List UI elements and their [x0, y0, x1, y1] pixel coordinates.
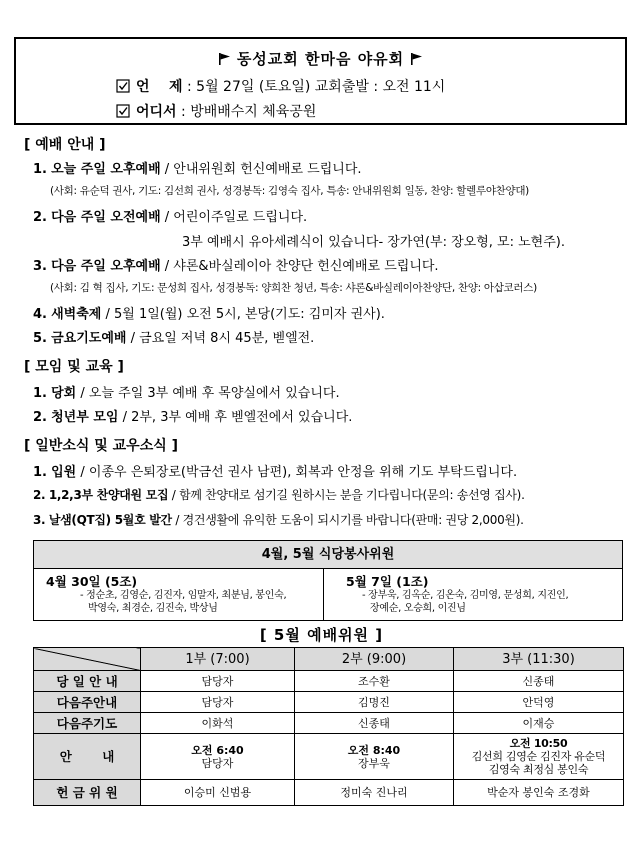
news-item-1: 1. 입원 / 이종우 은퇴장로(박금선 권사 남편), 회복과 안정을 위해 기도 부탁드립니다. [33, 465, 518, 480]
column-header: 3부 (11:30) [454, 648, 624, 671]
flag-icon [218, 52, 231, 65]
ballot-box-check-icon [116, 104, 130, 118]
worship-note-1: (사회: 유순덕 권사, 기도: 김선희 권사, 성경봉독: 김영숙 집사, 특송: 안내위원회 일동, 찬양: 할렐루야찬양대) [50, 185, 529, 197]
worship-note-2: 3부 예배시 유아세례식이 있습니다- 장가연(부: 장오형, 모: 노현주). [182, 235, 566, 250]
worship-staff-table [33, 647, 624, 806]
when-value: : 5월 27일 (토요일) 교회출발 : 오전 11시 [187, 79, 446, 95]
when-label: 언 제 [136, 79, 183, 95]
table-row: 안 내 오전 6:40 담당자 오전 8:40 장부욱 오전 10:50 김선희 김영순 김진자 유순덕 김영숙 최정심 봉인숙 [34, 734, 624, 780]
where-label: 어디서 [136, 104, 177, 120]
kitchen-right-names: - 장부욱, 김옥순, 김온숙, 김미영, 문성희, 지진인, 장예순, 오승희, 이진님 [362, 590, 569, 614]
retreat-title-text: 동성교회 한마음 야유회 [236, 50, 405, 68]
news-item-2: 2. 1,2,3부 찬양대원 모집 / 함께 찬양대로 섬기길 원하시는 분을 기다립니다(문의: 송선영 집사). [33, 488, 525, 502]
kitchen-divider [323, 568, 324, 620]
worship-note-3: (사회: 김 혁 집사, 기도: 문성희 집사, 성경봉독: 양희찬 청년, 특송: 샤론&바실레이아찬양단, 찬양: 아삽코러스) [50, 282, 537, 294]
worship-heading: [ 예배 안내 ] [24, 137, 106, 153]
worship-staff-title: [ 5월 예배위원 ] [259, 626, 384, 644]
worship-item-4: 4. 새벽축제 / 5월 1일(월) 오전 5시, 본당(기도: 김미자 권사). [33, 307, 385, 322]
kitchen-right-head: 5월 7일 (1조) [346, 574, 429, 589]
news-heading: [ 일반소식 및 교우소식 ] [24, 438, 179, 454]
corner-cell [34, 648, 141, 671]
table-row: 당 일 안 내 담당자 조수환 신종태 [34, 671, 624, 692]
retreat-when [116, 76, 445, 96]
meeting-item-1: 1. 당회 / 오늘 주일 3부 예배 후 목양실에서 있습니다. [33, 386, 340, 401]
where-value: : 방배배수지 체육공원 [181, 104, 317, 120]
kitchen-service-title: 4월, 5월 식당봉사위원 [34, 541, 622, 569]
kitchen-service-box [33, 540, 623, 621]
retreat-title [16, 48, 625, 69]
column-header: 2부 (9:00) [295, 648, 454, 671]
retreat-where [116, 101, 316, 121]
meetings-heading: [ 모임 및 교육 ] [24, 359, 124, 375]
table-row: 다음주기도 이화석 신종태 이재승 [34, 713, 624, 734]
kitchen-left-names: - 정순초, 김영순, 김진자, 임말자, 최분님, 봉인숙, 박영숙, 최경순, 김진숙, 박상님 [80, 590, 287, 614]
worship-item-2: 2. 다음 주일 오전예배 / 어린이주일로 드립니다. [33, 210, 308, 225]
retreat-announcement-box [14, 37, 627, 125]
column-header: 1부 (7:00) [141, 648, 295, 671]
table-row: 다음주안내 담당자 김명진 안덕영 [34, 692, 624, 713]
worship-item-1: 1. 오늘 주일 오후예배 / 안내위원회 헌신예배로 드립니다. [33, 162, 362, 177]
worship-item-5: 5. 금요기도예배 / 금요일 저녁 8시 45분, 벧엘전. [33, 331, 315, 346]
news-item-3: 3. 날샘(QT집) 5월호 발간 / 경건생활에 유익한 도움이 되시기를 바랍니다(판매: 권당 2,000원). [33, 513, 524, 527]
meeting-item-2: 2. 청년부 모임 / 2부, 3부 예배 후 벧엘전에서 있습니다. [33, 410, 353, 425]
worship-item-3: 3. 다음 주일 오후예배 / 샤론&바실레이아 찬양단 헌신예배로 드립니다. [33, 259, 439, 274]
kitchen-left-head: 4월 30일 (5조) [46, 574, 138, 589]
table-header-row [34, 648, 624, 671]
table-row: 헌 금 위 원 이승미 신범용 정미숙 진나리 박순자 봉인숙 조경화 [34, 780, 624, 806]
flag-icon [410, 52, 423, 65]
ballot-box-check-icon [116, 79, 130, 93]
